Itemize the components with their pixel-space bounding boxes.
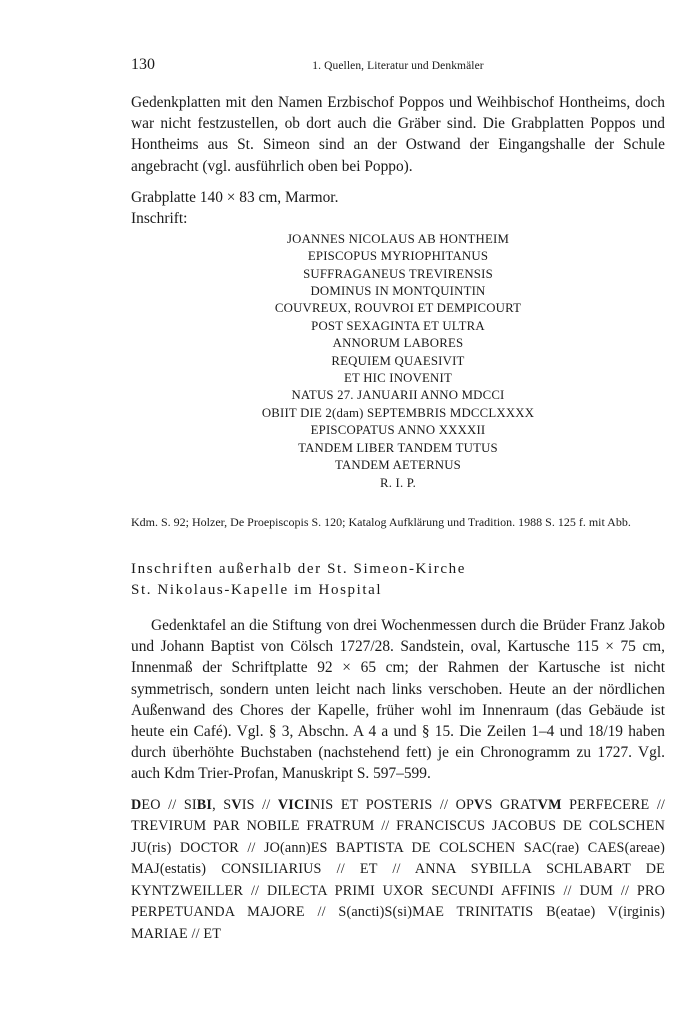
section-heading-1: Inschriften außerhalb der St. Simeon-Kirche <box>131 560 466 577</box>
inscription-line: EPISCOPUS MYRIOPHITANUS <box>307 249 489 264</box>
document-page <box>131 56 665 959</box>
intro-paragraph: Gedenkplatten mit den Namen Erzbischof Poppos und Weihbischof Hontheims, doch war nicht festzustellen, ob dort auch die Gräber sind. Die Grabplatten Poppos und Hontheims aus St. Simeon sind an der Ostwand der Eingangshalle der Schule angebracht (vgl. ausführlich oben bei Poppo). <box>131 94 665 175</box>
inscription-line: COUVREUX, ROUVROI ET DEMPICOURT <box>274 301 522 316</box>
inscription-line: SUFFRAGANEUS TREVIRENSIS <box>303 266 493 281</box>
section-heading <box>131 559 665 601</box>
inscription-line: POST SEXAGINTA ET ULTRA <box>311 318 485 333</box>
running-title: 1. Quellen, Literatur und Denkmäler <box>312 60 484 72</box>
inscription-segment: , S <box>212 796 232 813</box>
chronogram-letter: V <box>474 796 485 813</box>
inscription-segment: S GRAT <box>484 796 538 813</box>
section-heading-2: St. Nikolaus-Kapelle im Hospital <box>131 581 383 598</box>
inscription-line: JOANNES NICOLAUS AB HONTHEIM <box>286 231 510 246</box>
page-header <box>131 56 665 78</box>
inschrift-label: Inschrift: <box>131 209 188 227</box>
inscription-text <box>131 795 665 946</box>
references: Kdm. S. 92; Holzer, De Proepiscopis S. 120; Katalog Aufklärung und Tradition. 1988 S. 125 f. mit Abb. <box>131 514 631 529</box>
chronogram-letter: D <box>131 796 142 813</box>
chronogram-letter: VM <box>537 796 562 813</box>
description-paragraph: Gedenktafel an die Stiftung von drei Wochenmessen durch die Brüder Franz Jakob und Johann Baptist von Cölsch 1727/28. Sandstein, oval, Kartusche 115 × 75 cm, Innenmaß der Schriftplatte 92 × 65 cm; der Rahmen der Kartusche ist nicht symmetrisch, sondern unten leicht nach links verschoben. Heute an der nördlichen Außenwand des Chores der Kapelle, früher wohl im Innenraum (das Gebäude ist heute ein Café). Vgl. § 3, Abschn. A 4 a und § 15. Die Zeilen 1–4 und 18/19 haben durch überhöhte Buchstaben (nachstehend fett) je ein Chronogramm zu 1727. Vgl. auch Kdm Trier-Profan, Manuskript S. 597–599. <box>131 616 665 783</box>
inscription-line: NATUS 27. JANUARII ANNO MDCCI <box>291 388 505 403</box>
chronogram-letter: V <box>231 796 242 813</box>
inscription-line: ANNORUM LABORES <box>332 336 464 351</box>
inscription-block <box>131 231 665 492</box>
inscription-line: TANDEM AETERNUS <box>334 458 462 473</box>
inscription-line: DOMINUS IN MONTQUINTIN <box>310 284 486 299</box>
inscription-segment: NIS ET POSTERIS // OP <box>310 796 475 813</box>
inscription-segment: PERFECERE // TREVIRUM PAR NOBILE FRATRUM // FRANCISCUS JACOBUS DE COLSCHEN JU(ris) DOCTOR // JO(ann)ES BAPTISTA DE COLSCHEN SAC(rae) CAES(areae) MAJ(estatis) CONSILIARIUS // ET // ANNA SYBILLA SCHLABART DE KYNTZWEILLER // DILECTA PRIMI UXOR SECUNDI AFFINIS // DUM // PRO PERPETUANDA MAJORE // S(ancti)S(si)MAE TRINITATIS B(eatae) V(irginis) MARIAE // ET <box>131 796 666 942</box>
chronogram-letter: BI <box>196 796 213 813</box>
inscription-line: REQUIEM QUAESIVIT <box>331 353 465 368</box>
inscription-segment: IS // <box>241 796 278 813</box>
page-number: 130 <box>131 56 155 73</box>
inscription-line: TANDEM LIBER TANDEM TUTUS <box>298 440 498 455</box>
inscription-line: R. I. P. <box>379 475 417 490</box>
chronogram-letter: VICI <box>277 796 311 813</box>
grabplatte-line: Grabplatte 140 × 83 cm, Marmor. <box>131 188 339 206</box>
inscription-line: ET HIC INOVENIT <box>344 371 452 386</box>
grabplatte-meta <box>131 187 665 229</box>
inscription-line: EPISCOPATUS ANNO XXXXII <box>310 423 486 438</box>
inscription-line: OBIIT DIE 2(dam) SEPTEMBRIS MDCCLXXXX <box>261 405 535 420</box>
inscription-segment: EO // SI <box>141 796 197 813</box>
